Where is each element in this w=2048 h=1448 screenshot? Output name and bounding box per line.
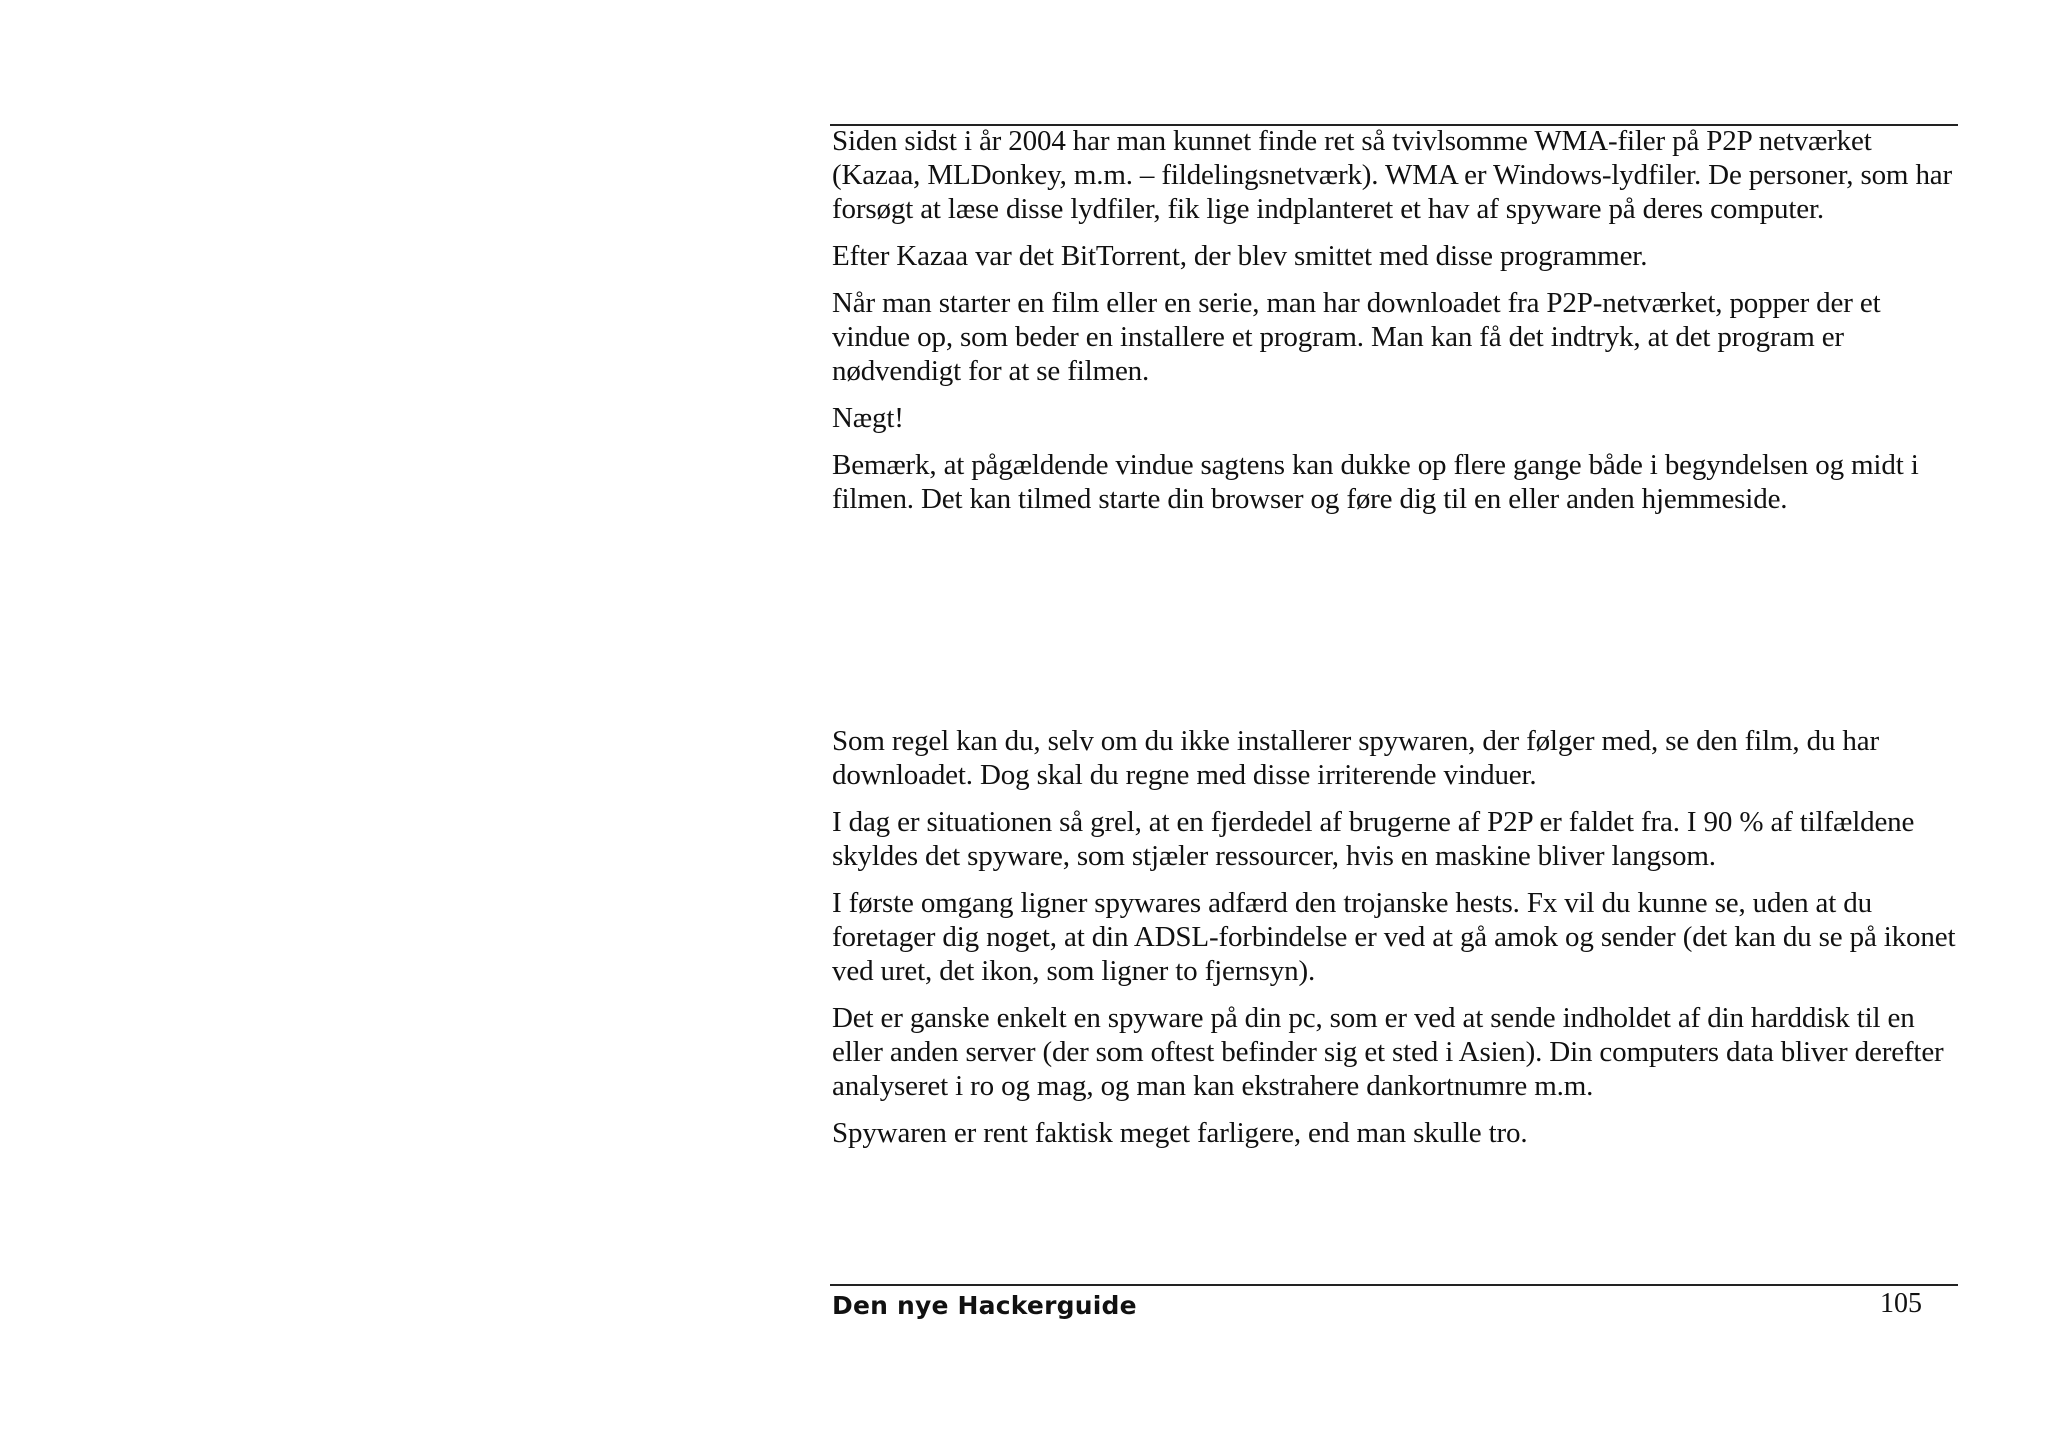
- paragraph: I dag er situationen så grel, at en fjerdedel af brugerne af P2P er faldet fra. I 90 % af tilfældene skyldes det spyware, som stjæler ressourcer, hvis en maskine bliver langsom.: [832, 806, 1915, 872]
- paragraph: Nægt!: [832, 402, 904, 434]
- paragraph: Spywaren er rent faktisk meget farligere, end man skulle tro.: [832, 1117, 1528, 1149]
- paragraph: Bemærk, at pågældende vindue sagtens kan dukke op flere gange både i begyndelsen og midt i filmen. Det kan tilmed starte din browser og føre dig til en eller anden hjemmeside.: [832, 449, 1919, 515]
- paragraph: Siden sidst i år 2004 har man kunnet finde ret så tvivlsomme WMA-filer på P2P netværket (Kazaa, MLDonkey, m.m. – fildelingsnetværk). WMA er Windows-lydfiler. De personer, som har forsøgt at læse disse lydfiler, fik lige indplanteret et hav af spyware på deres computer.: [832, 125, 1953, 225]
- footer-rule: [830, 1284, 1958, 1286]
- paragraph: I første omgang ligner spywares adfærd den trojanske hests. Fx vil du kunne se, uden at du foretager dig noget, at din ADSL-forbindelse er ved at gå amok og sender (det kan du se på ikonet ved uret, det ikon, som ligner to fjernsyn).: [832, 887, 1956, 987]
- paragraph: Som regel kan du, selv om du ikke installerer spywaren, der følger med, se den film, du har downloadet. Dog skal du regne med disse irriterende vinduer.: [832, 725, 1879, 791]
- text-section-1: [832, 124, 1956, 529]
- paragraph: Når man starter en film eller en serie, man har downloadet fra P2P-netværket, popper der et vindue op, som beder en installere et program. Man kan få det indtryk, at det program er nødvendigt for at se filmen.: [832, 287, 1881, 387]
- page-number: 105: [1880, 1288, 1922, 1319]
- footer-book-title: Den nye Hackerguide: [832, 1291, 1137, 1320]
- paragraph: Efter Kazaa var det BitTorrent, der blev smittet med disse programmer.: [832, 240, 1648, 272]
- text-section-2: [832, 724, 1956, 1163]
- paragraph: Det er ganske enkelt en spyware på din pc, som er ved at sende indholdet af din harddisk til en eller anden server (der som oftest befinder sig et sted i Asien). Din computers data bliver derefter analyseret i ro og mag, og man kan ekstrahere dankortnumre m.m.: [832, 1002, 1944, 1102]
